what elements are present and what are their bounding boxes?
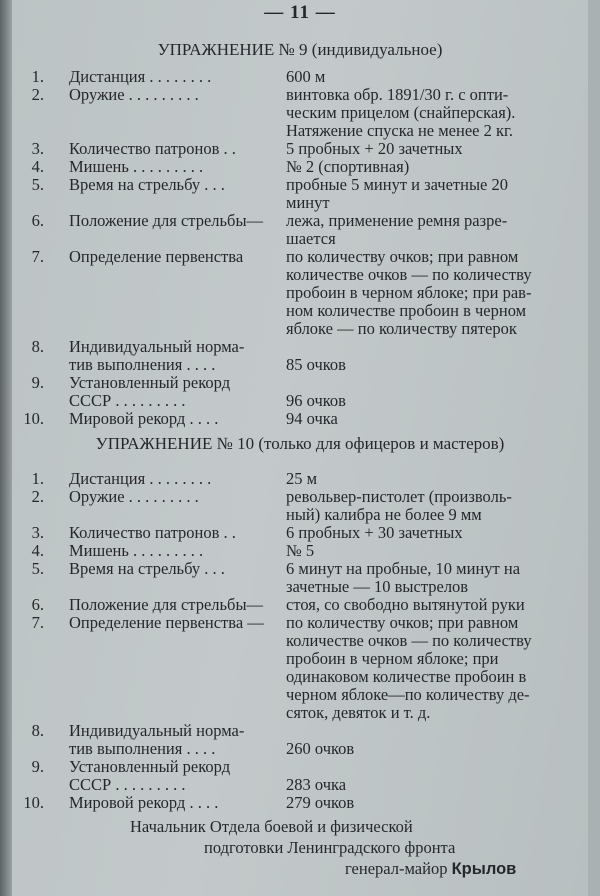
list-item bbox=[14, 722, 574, 758]
list-item bbox=[14, 560, 574, 596]
item-label: Мишень . . . . . . . . . bbox=[69, 541, 204, 560]
list-item bbox=[14, 86, 574, 140]
item-value: револьвер-пистолет (произволь- bbox=[286, 487, 512, 506]
signature-name: Крылов bbox=[451, 860, 517, 878]
item-number: 1. bbox=[31, 469, 44, 488]
item-value: 5 пробных + 20 зачетных bbox=[286, 139, 463, 158]
item-number: 3. bbox=[31, 139, 44, 158]
item-value: по количеству очков; при равном bbox=[286, 247, 519, 266]
item-value: 260 очков bbox=[286, 739, 355, 758]
signature-line-1: Начальник Отдела боевой и физической bbox=[130, 817, 413, 836]
list-item bbox=[14, 470, 574, 488]
item-number: 5. bbox=[31, 175, 44, 194]
item-number: 9. bbox=[31, 757, 44, 776]
item-value: 96 очков bbox=[286, 391, 346, 410]
item-number: 4. bbox=[31, 157, 44, 176]
item-label: Индивидуальный норма- bbox=[69, 337, 245, 356]
list-item bbox=[14, 338, 574, 374]
item-value: № 5 bbox=[286, 541, 315, 560]
item-label: Установленный рекорд bbox=[69, 373, 231, 392]
item-value: количестве очков — по количеству bbox=[286, 631, 532, 650]
exercise-9-title: УПРАЖНЕНИЕ № 9 (индивидуальное) bbox=[157, 40, 443, 59]
item-value: минут bbox=[286, 193, 330, 212]
item-value: черном яблоке—по количеству де- bbox=[286, 685, 530, 704]
item-number: 10. bbox=[23, 793, 44, 812]
list-item bbox=[14, 596, 574, 614]
item-number: 3. bbox=[31, 523, 44, 542]
item-label: Количество патронов . . bbox=[69, 523, 236, 542]
item-number: 7. bbox=[31, 247, 44, 266]
item-number: 1. bbox=[31, 67, 44, 86]
item-label: Индивидуальный норма- bbox=[69, 721, 245, 740]
item-value: количестве очков — по количеству bbox=[286, 265, 532, 284]
item-value: зачетные — 10 выстрелов bbox=[286, 577, 469, 596]
item-label: Оружие . . . . . . . . . bbox=[69, 487, 199, 506]
item-value: 600 м bbox=[286, 67, 326, 86]
item-number: 8. bbox=[31, 337, 44, 356]
item-value: пробные 5 минут и зачетные 20 bbox=[286, 175, 508, 194]
page-number: — 11 — bbox=[264, 2, 336, 23]
item-number: 6. bbox=[31, 211, 44, 230]
item-value: ческим прицелом (снайперская). bbox=[286, 103, 516, 122]
exercise-10-title: УПРАЖНЕНИЕ № 10 (только для офицеров и мастеров) bbox=[95, 434, 505, 453]
item-label: Мировой рекорд . . . . bbox=[69, 409, 219, 428]
list-item bbox=[14, 374, 574, 410]
item-label: Мишень . . . . . . . . . bbox=[69, 157, 204, 176]
item-label: тив выполнения . . . . bbox=[69, 739, 216, 758]
item-label: Оружие . . . . . . . . . bbox=[69, 85, 199, 104]
item-label: Положение для стрельбы— bbox=[69, 595, 264, 614]
item-label: Количество патронов . . bbox=[69, 139, 236, 158]
item-label: Дистанция . . . . . . . . bbox=[69, 469, 212, 488]
item-value: шается bbox=[286, 229, 336, 248]
item-label: СССР . . . . . . . . . bbox=[69, 775, 186, 794]
item-value: ный) калибра не более 9 мм bbox=[286, 505, 482, 524]
item-value: 25 м bbox=[286, 469, 318, 488]
item-value: 6 минут на пробные, 10 минут на bbox=[286, 559, 521, 578]
item-number: 9. bbox=[31, 373, 44, 392]
item-number: 2. bbox=[31, 85, 44, 104]
list-item bbox=[14, 68, 574, 86]
item-value: одинаковом количестве пробоин в bbox=[286, 667, 527, 686]
list-item bbox=[14, 176, 574, 212]
list-item bbox=[14, 614, 574, 722]
item-label: Определение первенства — bbox=[69, 613, 264, 632]
item-number: 10. bbox=[23, 409, 44, 428]
item-label: Положение для стрельбы— bbox=[69, 211, 264, 230]
item-value: яблоке — по количеству пятерок bbox=[286, 319, 517, 338]
item-label: СССР . . . . . . . . . bbox=[69, 391, 186, 410]
item-value: 6 пробных + 30 зачетных bbox=[286, 523, 463, 542]
item-number: 8. bbox=[31, 721, 44, 740]
signature-line-2: подготовки Ленинградского фронта bbox=[204, 838, 456, 857]
item-number: 2. bbox=[31, 487, 44, 506]
item-value: 279 очков bbox=[286, 793, 355, 812]
item-value: № 2 (спортивная) bbox=[286, 157, 410, 176]
list-item bbox=[14, 248, 574, 338]
item-number: 4. bbox=[31, 541, 44, 560]
item-value: винтовка обр. 1891/30 г. с опти- bbox=[286, 85, 509, 104]
item-value: стоя, со свободно вытянутой руки bbox=[286, 595, 525, 614]
signature-line-3 bbox=[345, 859, 516, 879]
list-item bbox=[14, 158, 574, 176]
item-label: Дистанция . . . . . . . . bbox=[69, 67, 212, 86]
item-value: Натяжение спуска не менее 2 кг. bbox=[286, 121, 514, 140]
item-number: 7. bbox=[31, 613, 44, 632]
item-value: 85 очков bbox=[286, 355, 346, 374]
signature-rank: генерал-майор bbox=[345, 859, 448, 878]
item-value: пробоин в черном яблоке; при bbox=[286, 649, 499, 668]
item-label: Определение первенства bbox=[69, 247, 244, 266]
list-item bbox=[14, 524, 574, 542]
list-item bbox=[14, 488, 574, 524]
item-number: 6. bbox=[31, 595, 44, 614]
list-item bbox=[14, 140, 574, 158]
item-value: по количеству очков; при равном bbox=[286, 613, 519, 632]
item-value: лежа, применение ремня разре- bbox=[286, 211, 508, 230]
list-item bbox=[14, 542, 574, 560]
item-value: ном количестве пробоин в черном bbox=[286, 301, 527, 320]
list-item bbox=[14, 410, 574, 428]
item-label: Мировой рекорд . . . . bbox=[69, 793, 219, 812]
item-value: 94 очка bbox=[286, 409, 338, 428]
item-value: сяток, девяток и т. д. bbox=[286, 703, 431, 722]
item-label: тив выполнения . . . . bbox=[69, 355, 216, 374]
list-item bbox=[14, 212, 574, 248]
item-value: 283 очка bbox=[286, 775, 347, 794]
item-label: Время на стрельбу . . . bbox=[69, 175, 225, 194]
list-item bbox=[14, 794, 574, 812]
item-value: пробоин в черном яблоке; при рав- bbox=[286, 283, 532, 302]
item-number: 5. bbox=[31, 559, 44, 578]
item-label: Установленный рекорд bbox=[69, 757, 231, 776]
list-item bbox=[14, 758, 574, 794]
item-label: Время на стрельбу . . . bbox=[69, 559, 225, 578]
